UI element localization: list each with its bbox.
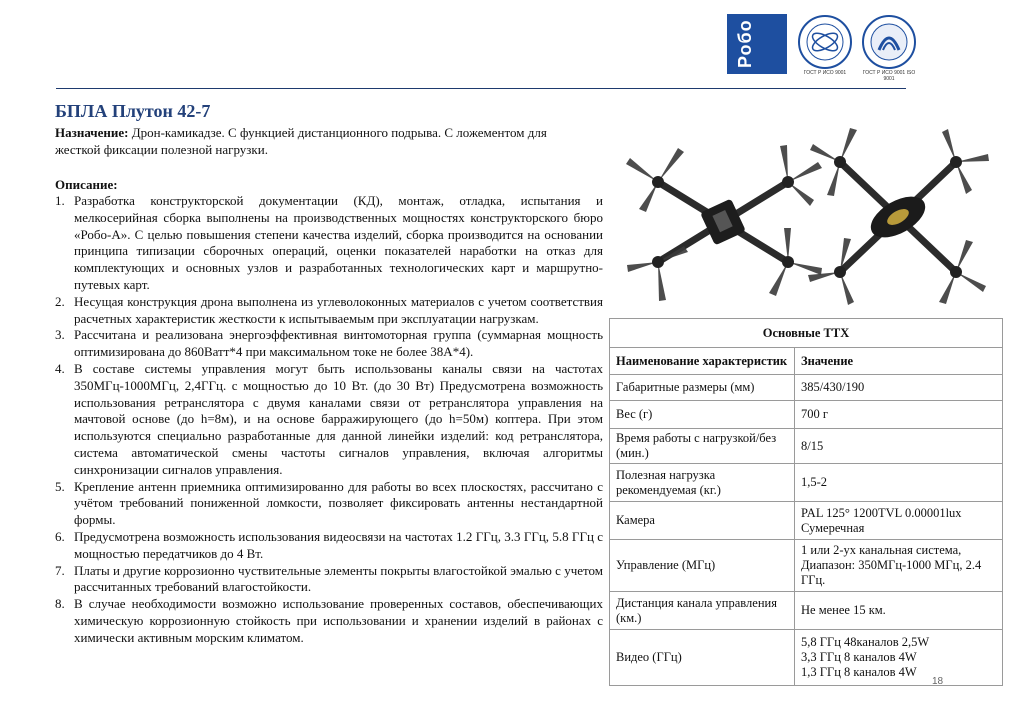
certification-logo-1 [795,14,855,84]
table-row [610,375,1003,401]
list-item-text: Разработка конструкторской документации (КД), монтаж, отладка, испытания и мелкосерийная сборка выполнены на производственных мощностях конструкторского бюро «Робо-А». С целью повышения степени качества изделий, сборка производится на основании принципа типизации сборочных операций, оценки показателей наработки на отказ для комплектующих и основных узлов и разработанных технологических карт и маршрутно-путевых карт. [74,193,603,292]
table-row [610,540,1003,592]
list-item-text: Платы и другие коррозионно чуствительные элементы покрыты влагостойкой эмалью с учетом рассчитанных требований влагостойкости. [74,562,603,595]
list-item-number: 8. [55,596,65,612]
purpose-paragraph [55,124,595,158]
list-item-number: 6. [55,528,65,544]
spec-value: 700 г [795,401,1003,429]
drone-image-right [808,128,989,305]
list-item-number: 7. [55,562,65,578]
header-logos [727,14,917,84]
table-row [610,464,1003,502]
purpose-label: Назначение: [55,125,129,140]
spec-value: Не менее 15 км. [795,592,1003,630]
certification-label-1: ГОСТ Р ИСО 9001 [803,70,847,76]
spec-name: Камера [610,502,795,540]
spec-name: Управление (МГц) [610,540,795,592]
page-number: 18 [932,676,944,687]
table-row [610,630,1003,686]
table-row [610,592,1003,630]
spec-name: Полезная нагрузка рекомендуемая (кг.) [610,464,795,502]
table-row [610,401,1003,429]
spec-value: PAL 125° 1200TVL 0.00001lux Сумеречная [795,502,1003,540]
specs-table-title-row [610,319,1003,348]
list-item [55,529,603,563]
drone-image-left [626,145,822,301]
spec-value: 1,5-2 [795,464,1003,502]
specs-table-header-row [610,348,1003,375]
robo-logo [727,14,787,74]
list-item-text: Предусмотрена возможность использования видеосвязи на частотах 1.2 ГГц, 3.3 ГГц, 5.8 ГГц с мощностью передатчиков до 4 Вт. [74,528,603,561]
table-row [610,502,1003,540]
list-item-number: 4. [55,360,65,376]
certification-logo-2 [859,14,919,84]
list-item [55,479,603,529]
spec-name: Габаритные размеры (мм) [610,375,795,401]
page-title: БПЛА Плутон 42-7 [55,101,211,121]
list-item-text: В составе системы управления могут быть использованы каналы связи на частотах 350МГц-1000МГц, 2,4ГГц. с мощностью до 10 Вт. (до 30 Вт) Предусмотрена возможность использования ретранслятора с двумя каналами связи от ретранслятора управления на мачтовой основе (до h=8м), и на основе барражирующего (до h=50м) коптера. При этом используются специально разработанные для данной линейки изделий: код ретранслятора, система автоматической смены частоты сигналов управления, включая алгоритмы синхронизации сигналов управления. [74,360,603,477]
spec-value: 8/15 [795,429,1003,464]
list-item [55,361,603,479]
spec-value: 1 или 2-ух канальная система, Диапазон: 350МГц-1000 МГц, 2.4 ГГц. [795,540,1003,592]
description-heading: Описание: [55,177,118,192]
list-item-number: 1. [55,193,65,208]
list-item-text: Несущая конструкция дрона выполнена из углеволоконных материалов с учетом соответствия расчетных характеристик жесткости к испытываемым при эксплуатации нагрузкам. [74,293,603,326]
table-row [610,429,1003,464]
list-item-number: 3. [55,327,65,343]
spec-value: 5,8 ГГц 48каналов 2,5W 3,3 ГГц 8 каналов 4W 1,3 ГГц 8 каналов 4W [795,630,1003,686]
spec-name: Дистанция канала управления (км.) [610,592,795,630]
list-item [55,563,603,597]
purpose-text: Дрон-камикадзе. С функцией дистанционного подрыва. С ложементом для жесткой фиксации полезной нагрузки. [55,125,547,157]
list-item-text: Крепление антенн приемника оптимизированно для работы во всех плоскостях, рассчитано с учётом требований пониженной ломкости, позволяет фиксировать антенны нестандартной формы. [74,478,603,528]
specs-table [609,318,1003,686]
list-item [55,327,603,361]
list-item-text: Рассчитана и реализована энергоэффективная винтомоторная группа (суммарная мощность оптимизирована до 860Ватт*4 при максимальном токе не более 38А*4). [74,327,603,360]
list-item [55,596,603,646]
spec-name: Вес (г) [610,401,795,429]
column-header-value: Значение [795,348,1003,375]
list-item-text: В случае необходимости возможно использование проверенных составов, обеспечивающих химическую коррозионную стойкость при использовании и хранении изделий в районах с химически активным морским климатом. [74,596,603,645]
drone-photos [618,122,998,318]
list-item-number: 5. [55,478,65,494]
specs-table-title: Основные ТТХ [610,319,1003,348]
certification-label-2: ГОСТ Р ИСО 9001 ISO 9001 [862,70,916,82]
list-item [55,294,603,328]
spec-name: Видео (ГГц) [610,630,795,686]
robo-logo-text: Робо [735,19,755,69]
spec-name: Время работы с нагрузкой/без (мин.) [610,429,795,464]
column-header-name: Наименование характеристик [610,348,795,375]
spec-value: 385/430/190 [795,375,1003,401]
header-divider [56,88,906,89]
list-item-number: 2. [55,293,65,309]
list-item [55,193,603,294]
description-list [55,193,603,647]
